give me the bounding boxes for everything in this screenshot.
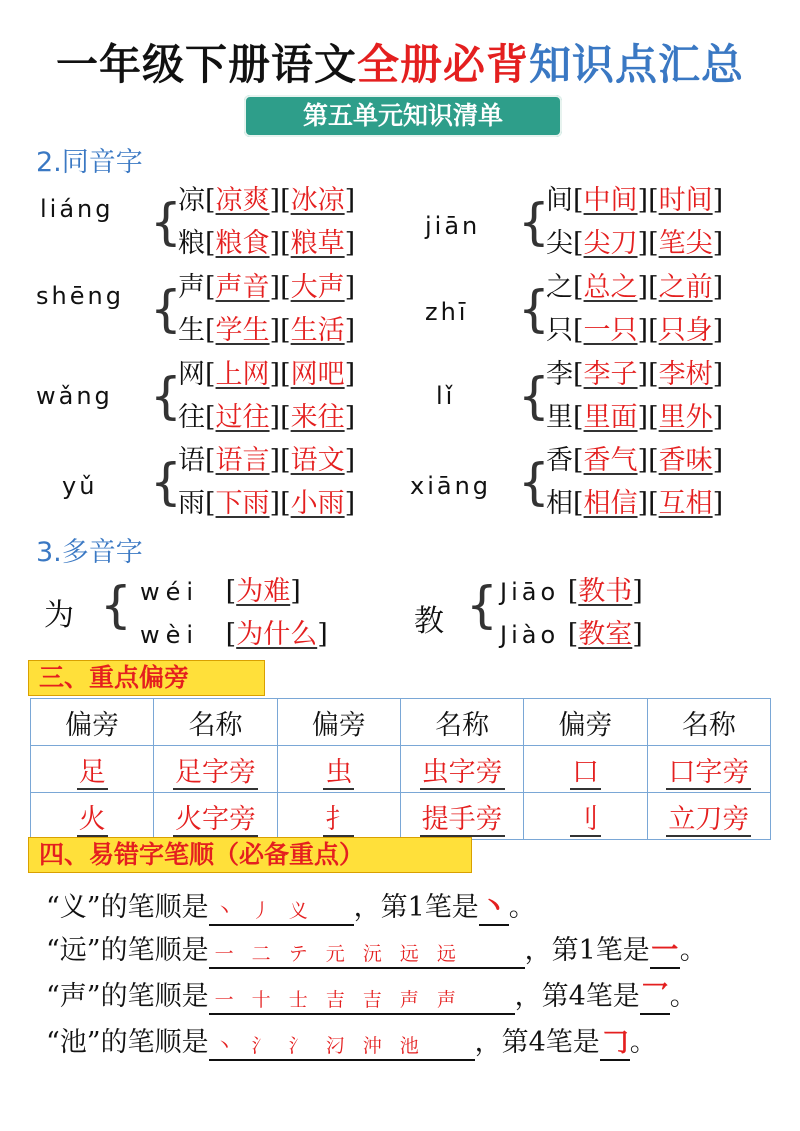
homophone-line: 生[学生][生活] [178, 315, 356, 346]
homophone-char: 相 [546, 488, 573, 519]
stroke-sequence: 一 十 士 吉 吉 声 声 [209, 985, 515, 1015]
stroke-question: “声”的笔顺是 一 十 士 吉 吉 声 声 ，第4笔是乛。 [46, 974, 697, 1015]
homophone-word: 笔尖 [658, 228, 713, 259]
homophone-word: 香味 [658, 445, 713, 476]
table-row [31, 793, 771, 840]
homophone-word: 时间 [658, 185, 713, 216]
column-header: 名称 [647, 699, 770, 746]
homophone-word: 粮食 [215, 228, 270, 259]
brace-icon: { [518, 193, 550, 251]
section-homophones-heading: 2.同音字 [36, 147, 143, 178]
homophone-line: 尖[尖刀][笔尖] [546, 228, 724, 259]
unit-banner: 第五单元知识清单 [244, 95, 562, 137]
homophone-word: 之前 [658, 272, 713, 303]
homophone-pinyin: lǐ [436, 382, 456, 410]
stroke-question: “义”的笔顺是 丶 丿 义 ，第1笔是丶。 [46, 885, 536, 926]
table-row [31, 746, 771, 793]
homophone-line: 雨[下雨][小雨] [178, 488, 356, 519]
brace-icon: { [150, 367, 182, 425]
homophone-char: 往 [178, 402, 205, 433]
homophone-pinyin: zhī [425, 298, 469, 326]
table-cell: 火 [31, 793, 154, 840]
homophone-char: 语 [178, 445, 205, 476]
radicals-table [30, 698, 771, 840]
homophone-char: 之 [546, 272, 573, 303]
table-cell: 虫字旁 [401, 746, 524, 793]
stroke-answer: 𠃌 [600, 1020, 630, 1061]
homophone-word: 生活 [290, 315, 345, 346]
stroke-answer: 一 [650, 928, 680, 969]
homophone-char: 凉 [178, 185, 205, 216]
column-header: 名称 [401, 699, 524, 746]
title-part-2: 全册必背 [356, 40, 529, 89]
homophone-word: 冰凉 [290, 185, 345, 216]
homophone-word: 相信 [583, 488, 638, 519]
table-header-row [31, 699, 771, 746]
stroke-sequence: 一 二 テ 元 沅 远 远 [209, 939, 525, 969]
homophone-word: 凉爽 [215, 185, 270, 216]
table-cell: 火字旁 [154, 793, 277, 840]
homophone-char: 香 [546, 445, 573, 476]
homophone-word: 声音 [215, 272, 270, 303]
column-header: 偏旁 [277, 699, 400, 746]
brace-icon: { [518, 453, 550, 511]
polyphone-reading: Jiāo [教书] [500, 576, 643, 607]
homophone-line: 之[总之][之前] [546, 272, 724, 303]
polyphone-char: 教 [414, 604, 444, 639]
homophone-word: 大声 [290, 272, 345, 303]
homophone-line: 往[过往][来往] [178, 402, 356, 433]
homophone-word: 总之 [583, 272, 638, 303]
homophone-line: 凉[凉爽][冰凉] [178, 185, 356, 216]
homophone-line: 网[上网][网吧] [178, 359, 356, 390]
brace-icon: { [150, 280, 182, 338]
homophone-word: 李子 [583, 359, 638, 390]
table-cell: 虫 [277, 746, 400, 793]
homophone-word: 语言 [215, 445, 270, 476]
page-title [0, 32, 800, 92]
brace-icon: { [100, 576, 132, 634]
brace-icon: { [150, 193, 182, 251]
homophone-char: 尖 [546, 228, 573, 259]
homophone-pinyin: jiān [425, 212, 481, 240]
table-cell: 刂 [524, 793, 647, 840]
homophone-word: 尖刀 [583, 228, 638, 259]
table-cell: 足 [31, 746, 154, 793]
homophone-word: 李树 [658, 359, 713, 390]
stroke-sequence: 丶 丿 义 [209, 896, 354, 926]
table-cell: 立刀旁 [647, 793, 770, 840]
homophone-word: 中间 [583, 185, 638, 216]
section-polyphones-heading: 3.多音字 [36, 537, 143, 568]
column-header: 名称 [154, 699, 277, 746]
homophone-word: 语文 [290, 445, 345, 476]
table-cell: 口 [524, 746, 647, 793]
homophone-word: 只身 [658, 315, 713, 346]
homophone-char: 里 [546, 402, 573, 433]
homophone-char: 网 [178, 359, 205, 390]
homophone-char: 雨 [178, 488, 205, 519]
homophone-word: 小雨 [290, 488, 345, 519]
homophone-line: 相[相信][互相] [546, 488, 724, 519]
polyphone-reading: wèi [为什么] [140, 619, 328, 650]
homophone-char: 生 [178, 315, 205, 346]
homophone-line: 李[李子][李树] [546, 359, 724, 390]
homophone-pinyin: wǎng [36, 382, 113, 410]
homophone-word: 学生 [215, 315, 270, 346]
homophone-word: 里面 [583, 402, 638, 433]
homophone-line: 语[语言][语文] [178, 445, 356, 476]
homophone-line: 里[里面][里外] [546, 402, 724, 433]
homophone-word: 上网 [215, 359, 270, 390]
table-cell: 口字旁 [647, 746, 770, 793]
stroke-answer: 乛 [640, 974, 670, 1015]
homophone-pinyin: shēng [36, 282, 124, 310]
homophone-line: 粮[粮食][粮草] [178, 228, 356, 259]
brace-icon: { [518, 367, 550, 425]
polyphone-char: 为 [44, 598, 74, 633]
stroke-answer: 丶 [479, 885, 509, 926]
section-radicals-heading: 三、重点偏旁 [28, 660, 265, 696]
homophone-line: 间[中间][时间] [546, 185, 724, 216]
homophone-pinyin: liáng [40, 195, 114, 223]
homophone-char: 间 [546, 185, 573, 216]
brace-icon: { [150, 453, 182, 511]
polyphone-reading: wéi [为难] [140, 576, 301, 607]
homophone-word: 过往 [215, 402, 270, 433]
section-strokes-heading: 四、易错字笔顺（必备重点） [28, 837, 472, 873]
title-part-3: 知识点汇总 [529, 40, 745, 89]
column-header: 偏旁 [524, 699, 647, 746]
homophone-char: 声 [178, 272, 205, 303]
table-cell: 足字旁 [154, 746, 277, 793]
homophone-word: 一只 [583, 315, 638, 346]
homophone-word: 互相 [658, 488, 713, 519]
table-cell: 扌 [277, 793, 400, 840]
homophone-word: 香气 [583, 445, 638, 476]
homophone-word: 粮草 [290, 228, 345, 259]
homophone-line: 只[一只][只身] [546, 315, 724, 346]
brace-icon: { [466, 576, 498, 634]
homophone-pinyin: yǔ [62, 472, 98, 500]
polyphone-reading: Jiào [教室] [500, 619, 643, 650]
stroke-question: “池”的笔顺是 丶 氵 氵 汈 沖 池 ，第4笔是𠃌。 [46, 1020, 657, 1061]
homophone-line: 声[声音][大声] [178, 272, 356, 303]
stroke-sequence: 丶 氵 氵 汈 沖 池 [209, 1031, 475, 1061]
table-cell: 提手旁 [401, 793, 524, 840]
homophone-line: 香[香气][香味] [546, 445, 724, 476]
column-header: 偏旁 [31, 699, 154, 746]
homophone-char: 只 [546, 315, 573, 346]
homophone-word: 下雨 [215, 488, 270, 519]
title-part-1: 一年级下册语文 [55, 40, 357, 89]
brace-icon: { [518, 280, 550, 338]
homophone-word: 来往 [290, 402, 345, 433]
homophone-word: 网吧 [290, 359, 345, 390]
homophone-char: 李 [546, 359, 573, 390]
homophone-char: 粮 [178, 228, 205, 259]
stroke-question: “远”的笔顺是 一 二 テ 元 沅 远 远 ，第1笔是一。 [46, 928, 707, 969]
homophone-word: 里外 [658, 402, 713, 433]
homophone-pinyin: xiāng [410, 472, 492, 500]
